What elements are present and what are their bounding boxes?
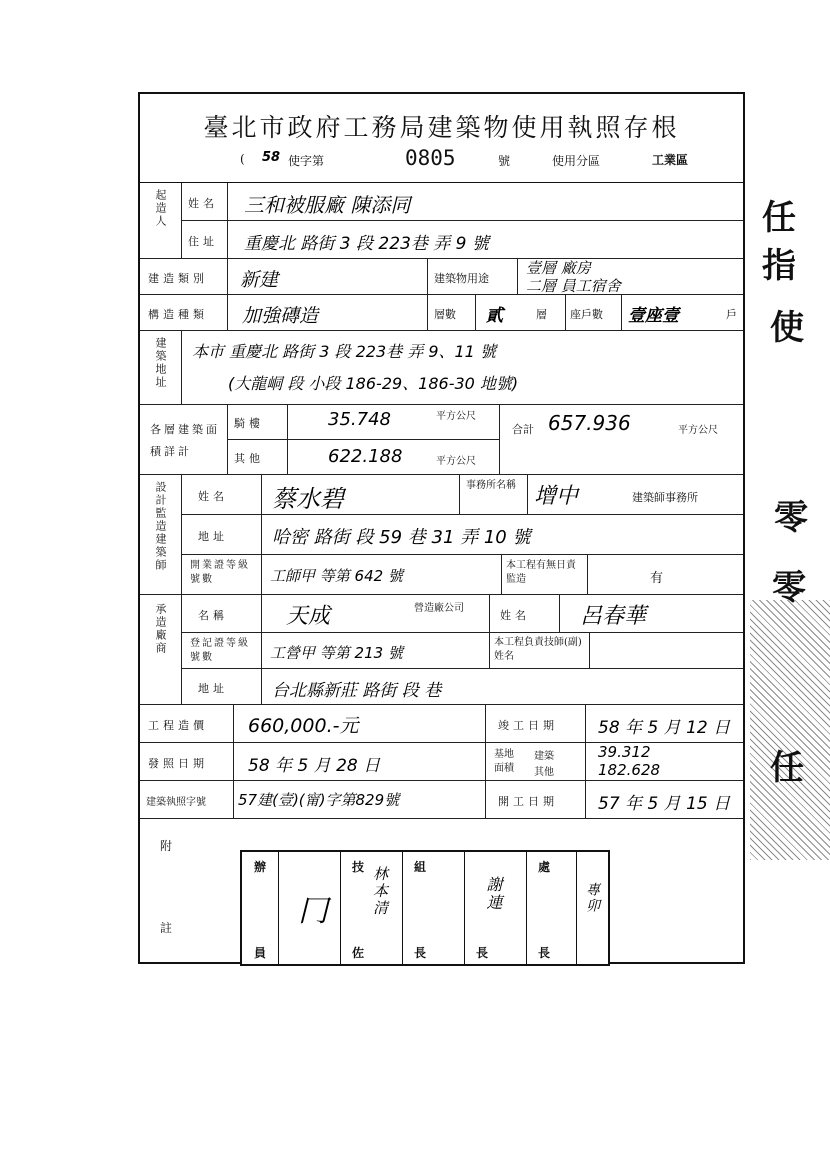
households-label: 座戶數: [566, 295, 622, 331]
site-field: 本市 重慶北 路街 3 段 223巷 弄 9、11 號 (大龍峒 段 小段 186-29、186-30 地號): [182, 331, 743, 405]
category-label: 建造類別: [140, 259, 228, 295]
use-field: 壹層 廠房 二層 員工宿舍: [518, 259, 743, 295]
stamp-foot-2: 佐: [352, 946, 365, 960]
margin-char-4: 零: [774, 498, 808, 538]
cost-label: 工程造價: [140, 705, 234, 743]
other-field: 622.188 平方公尺: [288, 440, 500, 475]
notes-label-2: 註: [160, 921, 173, 935]
build-permit-label: 建築執照字號: [140, 781, 234, 819]
signature-4: 專卯: [584, 882, 600, 914]
permit-suffix: 號: [498, 154, 511, 168]
contractor-address-label: 地址: [182, 669, 262, 705]
permit-number: 0805: [405, 146, 456, 170]
designer-name-field: 蔡水碧: [262, 475, 460, 515]
structure-field: 加強磚造: [228, 295, 428, 331]
margin-char-6: 任: [770, 748, 804, 788]
designer-cert-label: 開業證等級號數: [182, 555, 262, 595]
contractor-address-field: 台北縣新莊 路街 段 巷: [262, 669, 743, 705]
use-label: 建築物用途: [428, 259, 518, 295]
stamp-head-3: 組: [414, 860, 427, 874]
contractor-name-field: 天成 營造廠公司: [262, 595, 490, 633]
cost-field: 660,000.-元: [234, 705, 486, 743]
zone-label: 使用分區: [552, 154, 601, 168]
stamp-foot-1: 員: [254, 946, 267, 960]
designer-cert-field: 工師甲 等第 642 號: [262, 555, 502, 595]
margin-char-5: 零: [772, 568, 806, 608]
notes-label-1: 附: [160, 839, 173, 853]
permit-number-line: [240, 146, 720, 174]
applicant-name-label: 姓名: [182, 183, 228, 221]
contractor-owner-label: 姓名: [490, 595, 560, 633]
stamp-foot-3: 長: [414, 946, 427, 960]
completion-field: 58 年 5 月 12 日: [586, 705, 743, 743]
build-permit-field: 57建(壹)(甯)字第829號: [234, 781, 486, 819]
stamp-head-2: 技: [352, 860, 365, 874]
contractor-owner-field: 呂春華: [560, 595, 743, 633]
designer-address-field: 哈密 路街 段 59 巷 31 弄 10 號: [262, 515, 743, 555]
designer-name-label: 姓名: [182, 475, 262, 515]
total-field: 合計 657.936 平方公尺: [500, 405, 743, 475]
base-area-label: 基地面積 建築 其他: [486, 743, 586, 781]
start-label: 開工日期: [486, 781, 586, 819]
contractor-name-label: 名稱: [182, 595, 262, 633]
permit-table: [140, 182, 743, 963]
contractor-reg-label: 登記證等級號數: [182, 633, 262, 669]
applicant-section-label: 起造人: [140, 183, 182, 259]
approval-stamp: [240, 850, 610, 966]
category-field: 新建: [228, 259, 428, 295]
other-label: 其他: [228, 440, 288, 475]
issue-field: 58 年 5 月 28 日: [234, 743, 486, 781]
completion-label: 竣工日期: [486, 705, 586, 743]
start-field: 57 年 5 月 15 日: [586, 781, 743, 819]
signature-2: 林本清: [371, 866, 389, 917]
applicant-name-field: 三和被服廠 陳添同: [228, 183, 743, 221]
arcade-label: 騎樓: [228, 405, 288, 440]
applicant-address-field: 重慶北 路街 3 段 223巷 弄 9 號: [228, 221, 743, 259]
site-label: 建築地址: [140, 331, 182, 405]
permit-sheet: [138, 92, 745, 964]
designer-office-field: 增中 建築師事務所: [528, 475, 743, 515]
designer-section-label: 設計監造建築師: [140, 475, 182, 595]
margin-char-3: 使: [770, 308, 804, 348]
stamp-head-5: 處: [538, 860, 551, 874]
contractor-section-label: 承造廠商: [140, 595, 182, 705]
issue-label: 發照日期: [140, 743, 234, 781]
contractor-tech-label: 本工程負責技師(副)姓名: [490, 633, 590, 669]
arcade-field: 35.748 平方公尺: [288, 405, 500, 440]
zone-value: 工業區: [652, 153, 689, 167]
structure-label: 構造種類: [140, 295, 228, 331]
floors-field: 貳 層: [476, 295, 566, 331]
contractor-reg-field: 工營甲 等第 213 號: [262, 633, 490, 669]
signature-1: 冂: [298, 894, 328, 929]
permit-prefix: (: [240, 152, 245, 166]
supervise-field: 有: [588, 555, 743, 595]
scan-noise: [750, 600, 830, 860]
designer-address-label: 地址: [182, 515, 262, 555]
applicant-address-label: 住址: [182, 221, 228, 259]
margin-char-1: 任: [762, 198, 796, 238]
base-area-field: 39.312 182.628: [586, 743, 743, 781]
permit-year: 58: [262, 150, 281, 165]
supervise-label: 本工程有無日責監造: [502, 555, 588, 595]
margin-char-2: 指: [762, 246, 796, 286]
stamp-foot-4: 長: [476, 946, 489, 960]
floors-label: 層數: [428, 295, 476, 331]
contractor-tech-field: [590, 633, 743, 669]
area-label: 各層建築面積詳計: [140, 405, 228, 475]
document-title: 臺北市政府工務局建築物使用執照存根: [203, 113, 680, 142]
signature-3: 謝連: [484, 876, 503, 912]
designer-office-label: 事務所名稱: [460, 475, 528, 515]
stamp-head-1: 辦: [254, 860, 267, 874]
permit-type: 使字第: [288, 154, 325, 168]
stamp-foot-5: 長: [538, 946, 551, 960]
households-field: 壹座壹 戶: [622, 295, 743, 331]
